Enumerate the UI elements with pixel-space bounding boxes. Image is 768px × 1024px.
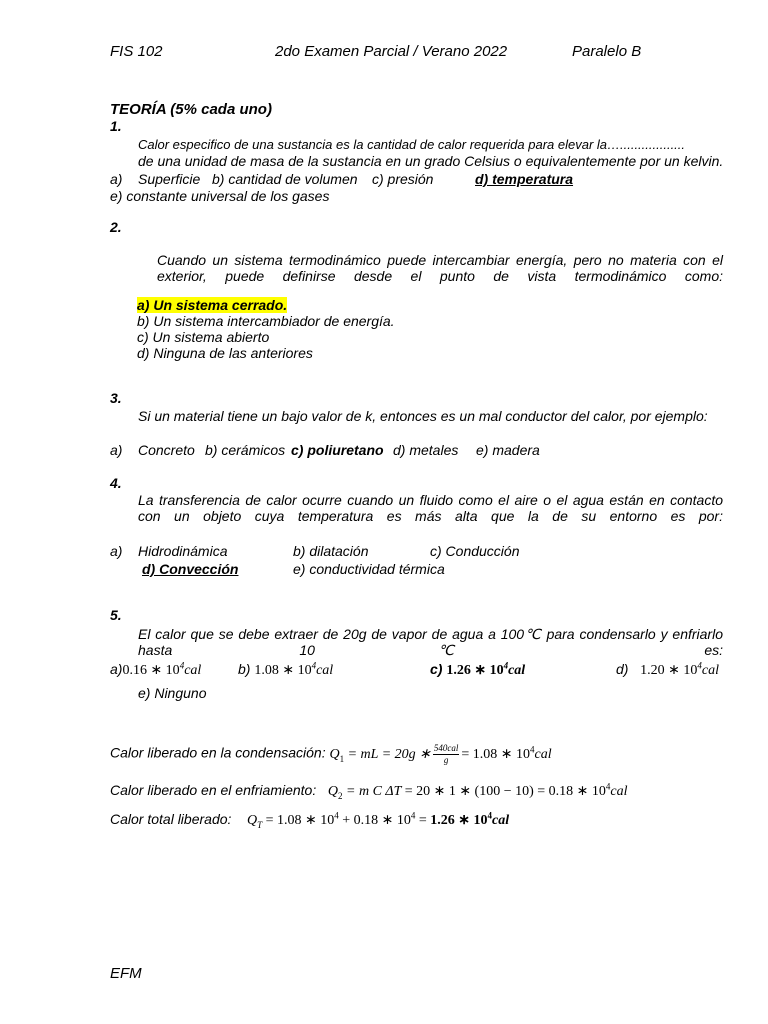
q2-option-a-highlight: a) Un sistema cerrado. — [137, 297, 288, 313]
total-label: Calor total liberado: — [110, 811, 232, 827]
q5-option-b-value: 1.08 — [254, 663, 279, 678]
q4-option-a: Hidrodinámica — [138, 543, 228, 559]
q5-option-a-exp: 4 — [179, 660, 185, 671]
latent-heat-fraction — [433, 743, 460, 766]
q5-option-b — [238, 661, 333, 679]
q1-line2: de una unidad de masa de la sustancia en un grado Celsius o equivalentemente por un kelvin. — [138, 153, 724, 169]
q4-text: La transferencia de calor ocurre cuando un fluido como el aire o el agua están en contacto con un objeto cuya temperatura es más alta que la de su entorno es por: — [138, 492, 723, 524]
q5-option-d — [616, 661, 719, 679]
solution-total — [110, 811, 509, 829]
cooling-q-sub: 2 — [338, 790, 343, 801]
q4-option-d-correct: d) Convección — [142, 561, 239, 577]
q1-line1: Calor especifico de una sustancia es la cantidad de calor requerida para elevar la….................. — [138, 137, 686, 152]
q1-option-c: c) presión — [372, 171, 434, 187]
total-result-unit: cal — [492, 813, 510, 828]
q5-option-a-label: a) — [110, 661, 123, 677]
q2-number: 2. — [110, 219, 122, 235]
q3-option-c-correct: c) poliuretano — [291, 442, 384, 458]
q1-option-d-correct: d) temperatura — [475, 171, 574, 187]
q5-option-c-times: ∗ 10 — [474, 663, 504, 678]
q1-option-b: b) cantidad de volumen — [212, 171, 358, 187]
q5-option-c-exp: 4 — [503, 660, 509, 671]
q3-option-d: d) metales — [393, 442, 459, 458]
q2-option-a-correct — [137, 297, 287, 313]
cooling-q: Q — [327, 784, 339, 799]
cooling-result: = 20 ∗ 1 ∗ (100 − 10) = 0.18 ∗ 10 — [404, 784, 606, 799]
q2-option-d: d) Ninguna de las anteriores — [137, 345, 313, 361]
q5-option-c-formula — [446, 660, 526, 678]
cooling-label: Calor liberado en el enfriamiento: — [110, 782, 317, 798]
q5-option-c-value: 1.26 — [446, 663, 471, 678]
q5-option-d-formula — [640, 660, 719, 678]
exam-title: 2do Examen Parcial / Verano 2022 — [275, 43, 508, 60]
q5-option-b-label: b) — [238, 661, 251, 677]
q3-option-a: Concreto — [138, 442, 195, 458]
condensation-label: Calor liberado en la condensación: — [110, 744, 326, 761]
total-q-sub: T — [257, 819, 263, 830]
q5-option-d-unit: cal — [701, 663, 719, 678]
cooling-exp: 4 — [605, 781, 611, 792]
q5-option-a-unit: cal — [184, 663, 202, 678]
total-term2: + 0.18 ∗ 10 — [342, 813, 411, 828]
q5-option-d-exp: 4 — [697, 660, 702, 671]
theory-title: TEORÍA (5% cada uno) — [110, 101, 272, 118]
q5-option-a-times: ∗ 10 — [150, 663, 180, 678]
q1-option-a: Superficie — [138, 171, 201, 187]
q5-option-a-value: 0.16 — [122, 663, 147, 678]
q5-option-b-unit: cal — [316, 663, 334, 678]
q5-option-d-value: 1.20 — [640, 663, 665, 678]
q5-option-b-formula — [254, 660, 334, 678]
course-code: FIS 102 — [110, 43, 163, 60]
q4-number: 4. — [110, 475, 122, 491]
q1-number: 1. — [110, 118, 122, 134]
q4-option-e: e) conductividad térmica — [293, 561, 445, 577]
q2-option-b: b) Un sistema intercambiador de energía. — [137, 313, 395, 329]
total-term1: = 1.08 ∗ 10 — [265, 813, 335, 828]
q5-option-a — [110, 661, 201, 679]
q4-option-c: c) Conducción — [430, 543, 520, 559]
total-q: Q — [246, 813, 258, 828]
total-equals: = — [418, 813, 427, 828]
q5-option-c-correct — [430, 661, 525, 679]
total-term1-exp: 4 — [334, 810, 339, 821]
cooling-mid: = m C ΔT — [346, 784, 402, 799]
total-term2-exp: 4 — [410, 810, 416, 821]
condensation-result: = 1.08 ∗ 10 — [461, 746, 531, 762]
q5-option-c-unit: cal — [508, 663, 526, 678]
q2-text: Cuando un sistema termodinámico puede intercambiar energía, pero no materia con el exterior, puede definirse desde el punto de vista termodinámico como: — [157, 252, 723, 284]
condensation-mid: = mL = 20g ∗ — [347, 746, 431, 762]
condensation-q: Q — [329, 746, 340, 762]
q3-option-b: b) cerámicos — [205, 442, 286, 458]
condensation-unit: cal — [534, 746, 552, 762]
q5-option-b-exp: 4 — [311, 660, 317, 671]
cooling-formula — [327, 781, 628, 801]
q5-option-d-times: ∗ 10 — [668, 663, 698, 678]
q2-option-c: c) Un sistema abierto — [137, 329, 270, 345]
total-result-exp: 4 — [487, 810, 493, 821]
condensation-formula — [329, 743, 552, 765]
q5-option-b-times: ∗ 10 — [282, 663, 312, 678]
q3-option-e: e) madera — [476, 442, 540, 458]
q3-text: Si un material tiene un bajo valor de k, entonces es un mal conductor del calor, por ejemplo: — [138, 408, 708, 424]
total-result: 1.26 ∗ 10 — [430, 813, 488, 828]
q5-number: 5. — [110, 607, 122, 623]
q5-option-c-label: c) — [430, 661, 443, 677]
q3-number: 3. — [110, 390, 122, 406]
q3-option-a-letter: a) — [110, 442, 123, 458]
cooling-unit: cal — [610, 784, 628, 799]
fraction-denominator: g — [443, 755, 449, 765]
condensation-q-sub: 1 — [339, 753, 345, 764]
solution-condensation — [110, 743, 552, 766]
q5-option-e: e) Ninguno — [138, 685, 207, 701]
q1-option-e: e) constante universal de los gases — [110, 188, 330, 204]
q4-option-b: b) dilatación — [293, 543, 369, 559]
q4-option-a-letter: a) — [110, 543, 123, 559]
fraction-numerator: 540cal — [433, 743, 459, 753]
solution-cooling — [110, 782, 628, 800]
condensation-exp: 4 — [530, 744, 535, 755]
q5-option-d-label: d) — [616, 661, 629, 677]
total-formula — [246, 810, 510, 830]
q5-option-a-formula — [122, 660, 202, 678]
footer-initials: EFM — [110, 965, 142, 982]
q5-text: El calor que se debe extraer de 20g de vapor de agua a 100℃ para condensarlo y enfriarlo hasta 10℃ es: — [138, 626, 723, 658]
q1-option-a-letter: a) — [110, 171, 123, 187]
section-label: Paralelo B — [572, 43, 642, 60]
